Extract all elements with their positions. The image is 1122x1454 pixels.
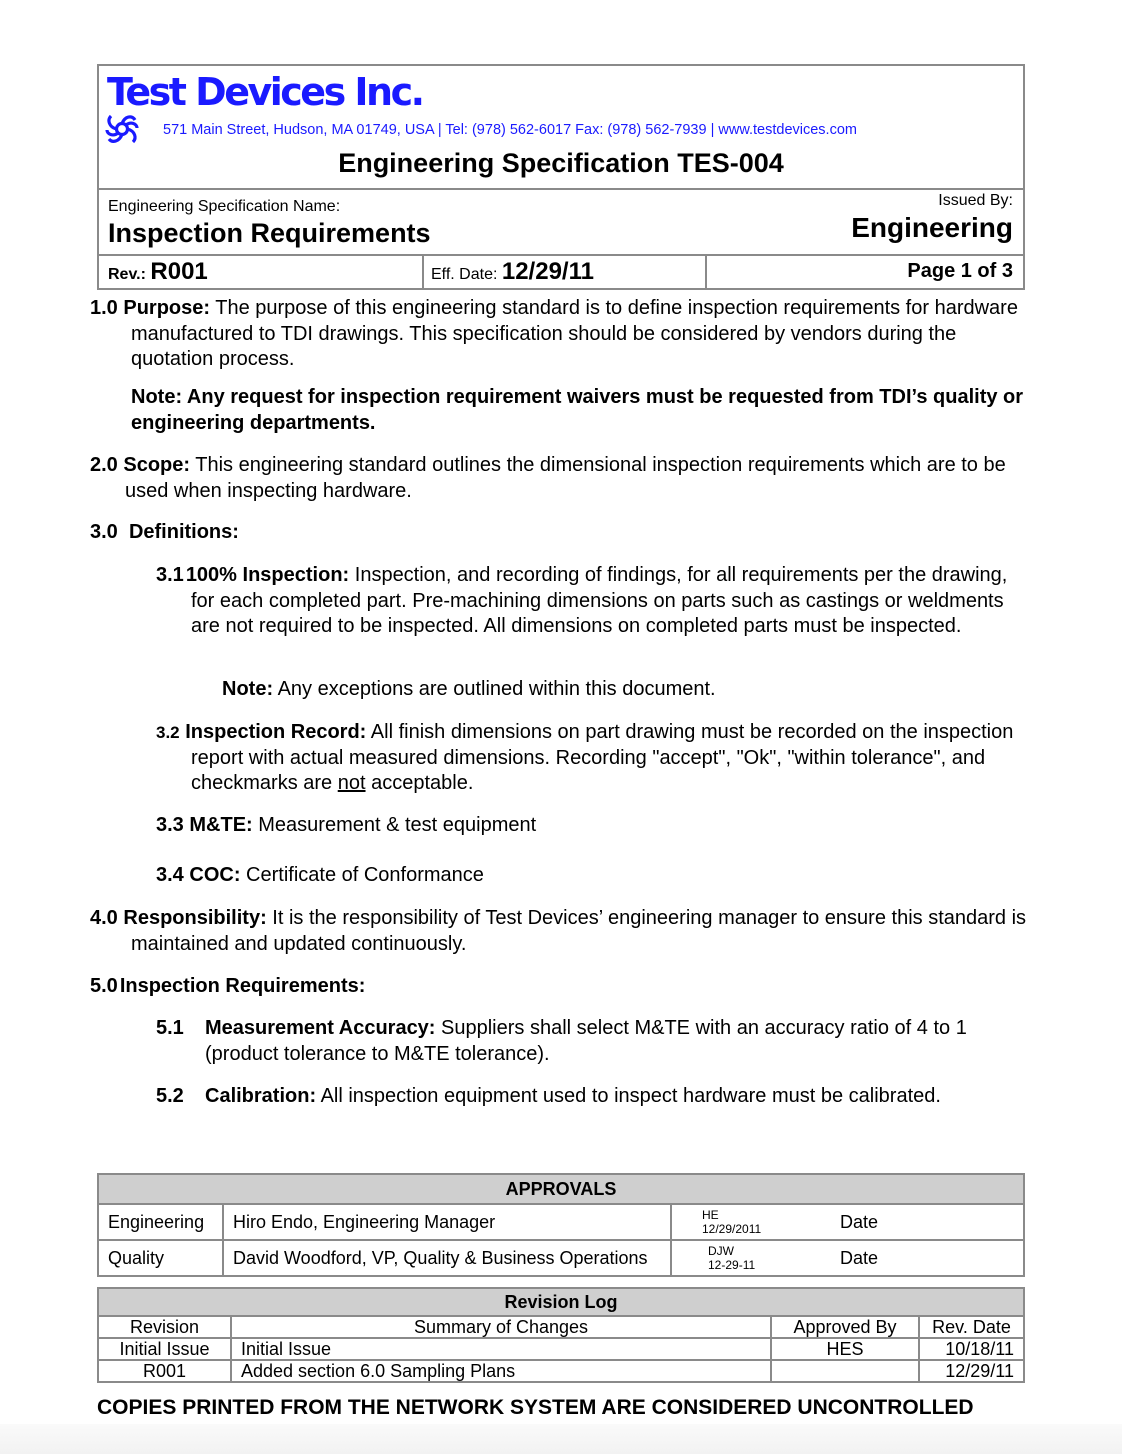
emphasis-not: not	[337, 772, 366, 794]
revision-info-row	[99, 254, 1023, 288]
definition-number: 3.2	[156, 723, 180, 742]
definition-text: Inspection, and recording of findings, for all requirements per the drawing, for each completed part. Pre-machining dimensions on parts such as castings or weldments are not required to be inspected. All dimensions on completed parts must be inspected.	[191, 564, 1008, 637]
column-header: Rev. Date	[919, 1316, 1024, 1338]
revision-log-header	[98, 1316, 1024, 1338]
approval-name: Hiro Endo, Engineering Manager	[223, 1204, 671, 1240]
section-title: Scope:	[123, 454, 191, 476]
table-row	[98, 1360, 1024, 1382]
definition-number: 3.4	[156, 864, 184, 886]
approval-dept: Engineering	[98, 1204, 223, 1240]
revision-label: Rev.:	[108, 266, 146, 283]
definition-text: All finish dimensions on part drawing must be recorded on the inspection report with actual measured dimensions. Recording "accept", "Ok", "within tolerance", and checkmarks are	[191, 721, 1014, 794]
section-number: 2.0	[90, 454, 118, 476]
definition-text: Certificate of Conformance	[240, 864, 484, 886]
effective-date-cell	[422, 254, 707, 288]
approval-signature	[671, 1240, 831, 1276]
document-header	[97, 64, 1025, 290]
definition-3-2	[156, 720, 1031, 797]
section-title: Definitions:	[128, 521, 239, 543]
requirement-text: All inspection equipment used to inspect hardware must be calibrated.	[316, 1085, 941, 1107]
signature-date: 12-29-11	[708, 1258, 756, 1272]
requirement-5-2	[156, 1084, 1036, 1110]
definition-3-1-note	[222, 677, 716, 703]
company-banner	[99, 66, 1023, 190]
approvals-title: APPROVALS	[98, 1174, 1024, 1204]
section-number: 5.0	[90, 975, 118, 997]
signature-date: 12/29/2011	[702, 1222, 762, 1236]
section-title: Inspection Requirements:	[119, 975, 366, 997]
spec-name-row	[99, 188, 1023, 256]
section-5-inspection-requirements	[90, 974, 365, 1000]
definition-title: M&TE:	[189, 814, 253, 836]
signature-initials: HE	[702, 1208, 719, 1222]
definition-text: Measurement & test equipment	[252, 814, 537, 836]
column-header: Approved By	[771, 1316, 919, 1338]
revision-cell	[99, 254, 424, 288]
company-contact-line: 571 Main Street, Hudson, MA 01749, USA | Tel: (978) 562-6017 Fax: (978) 562-7939 | www.testdevices.com	[163, 122, 857, 138]
section-title: Responsibility:	[123, 907, 267, 929]
approval-row	[98, 1240, 1024, 1276]
page-number-cell	[705, 254, 1023, 288]
requirement-title: Calibration:	[205, 1085, 317, 1107]
definition-number: 3.1	[156, 564, 184, 586]
approval-date-label: Date	[831, 1240, 1024, 1276]
approval-dept: Quality	[98, 1240, 223, 1276]
requirement-title: Measurement Accuracy:	[205, 1017, 436, 1039]
section-number: 3.0	[90, 521, 118, 543]
column-header: Summary of Changes	[231, 1316, 771, 1338]
section-number: 1.0	[90, 297, 118, 319]
revision-log-title: Revision Log	[98, 1288, 1024, 1316]
section-3-definitions	[90, 520, 239, 546]
approval-signature	[671, 1204, 831, 1240]
page-bottom-edge	[0, 1424, 1122, 1454]
section-number: 4.0	[90, 907, 118, 929]
section-1-note: Note: Any request for inspection requirement waivers must be requested from TDI’s quality or engineering departments.	[131, 386, 1024, 434]
effective-date-label: Eff. Date:	[431, 266, 498, 283]
table-row	[98, 1338, 1024, 1360]
approvals-table	[97, 1173, 1025, 1277]
spec-name-label: Engineering Specification Name:	[108, 198, 341, 215]
signature-initials: DJW	[708, 1244, 734, 1258]
aperture-swirl-icon	[105, 112, 139, 146]
requirement-number: 5.1	[156, 1017, 184, 1039]
revision-cell: Initial Issue	[98, 1338, 231, 1360]
revision-cell: R001	[98, 1360, 231, 1382]
requirement-text: Suppliers shall select M&TE with an accuracy ratio of 4 to 1 (product tolerance to M&TE tolerance).	[205, 1017, 967, 1065]
definition-title: 100% Inspection:	[185, 564, 350, 586]
revision-log-table	[97, 1287, 1025, 1383]
definition-number: 3.3	[156, 814, 184, 836]
approval-row	[98, 1204, 1024, 1240]
uncontrolled-copy-notice: COPIES PRINTED FROM THE NETWORK SYSTEM ARE CONSIDERED UNCONTROLLED	[97, 1396, 974, 1419]
approval-name: David Woodford, VP, Quality & Business Operations	[223, 1240, 671, 1276]
section-1-purpose	[90, 296, 1030, 373]
rev-date-cell: 10/18/11	[919, 1338, 1024, 1360]
section-text: The purpose of this engineering standard is to define inspection requirements for hardware manufactured to TDI drawings. This specification should be considered by vendors during the quotation process.	[131, 297, 1018, 370]
summary-cell: Added section 6.0 Sampling Plans	[231, 1360, 771, 1382]
definition-title: Inspection Record:	[185, 721, 367, 743]
rev-date-cell: 12/29/11	[919, 1360, 1024, 1382]
approved-by-cell	[771, 1360, 919, 1382]
section-text: This engineering standard outlines the dimensional inspection requirements which are to be used when inspecting hardware.	[125, 454, 1006, 502]
definition-3-3	[156, 813, 536, 839]
spec-title: Engineering Specification TES-004	[338, 148, 784, 178]
issued-by-label: Issued By:	[938, 192, 1013, 209]
summary-cell: Initial Issue	[231, 1338, 771, 1360]
approved-by-cell: HES	[771, 1338, 919, 1360]
requirement-number: 5.2	[156, 1085, 184, 1107]
section-text: It is the responsibility of Test Devices’ engineering manager to ensure this standard is maintained and updated continuously.	[131, 907, 1027, 955]
effective-date-value: 12/29/11	[501, 258, 594, 285]
column-header: Revision	[98, 1316, 231, 1338]
requirement-5-1	[156, 1016, 1031, 1067]
section-title: Purpose:	[123, 297, 211, 319]
definition-3-1	[156, 563, 1031, 640]
company-logo-text: Test Devices Inc.	[107, 70, 423, 114]
note-label: Note:	[222, 678, 274, 700]
definition-3-4	[156, 863, 484, 889]
section-2-scope	[90, 453, 1025, 504]
note-text: Any exceptions are outlined within this document.	[273, 678, 716, 700]
issued-by-value: Engineering	[851, 212, 1013, 243]
page-number: Page 1 of 3	[907, 260, 1013, 282]
definition-text-end: acceptable.	[365, 772, 474, 794]
section-4-responsibility	[90, 906, 1030, 957]
spec-name: Inspection Requirements	[108, 218, 431, 248]
revision-value: R001	[150, 258, 208, 285]
approval-date-label: Date	[831, 1204, 1024, 1240]
definition-title: COC:	[189, 864, 241, 886]
